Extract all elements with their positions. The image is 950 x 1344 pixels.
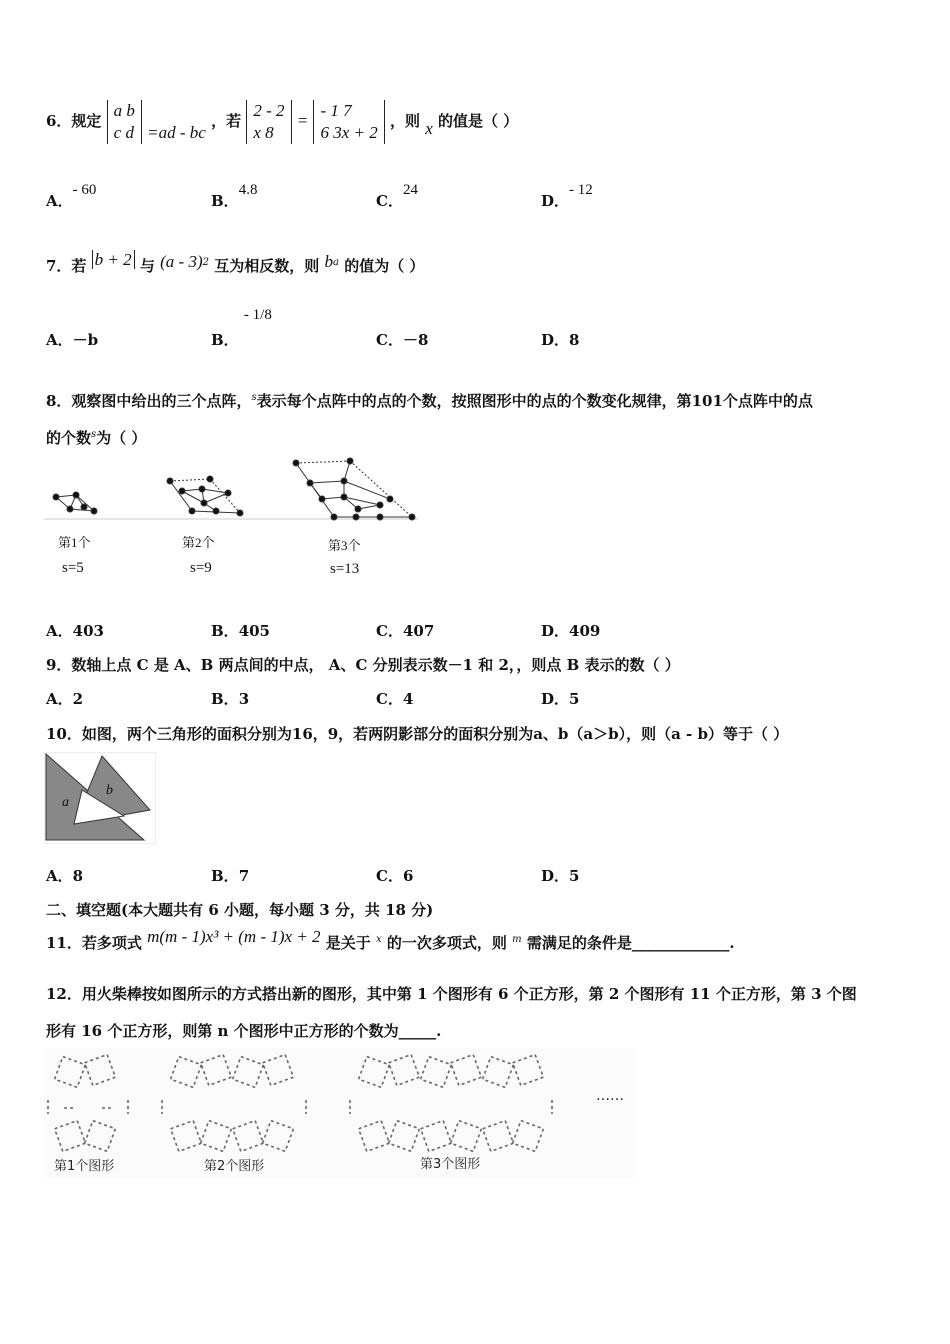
- q11-prefix: 11．若多项式: [46, 934, 142, 952]
- q7-power-exp: a: [332, 257, 339, 268]
- q6-det-right: [313, 100, 384, 144]
- q8-line1-a: 8．观察图中给出的三个点阵，: [46, 392, 252, 410]
- q6-comma-if: ，若: [211, 112, 242, 130]
- q6-det-definition: [107, 100, 142, 144]
- q7-option-b-fraction: - 1/8: [243, 307, 272, 323]
- q12-caption-1: 第1个图形: [54, 1159, 115, 1174]
- q8-option-b[interactable]: B．405: [211, 622, 270, 640]
- q6-var: x: [425, 119, 433, 138]
- q7-stem: [46, 250, 425, 276]
- q12-matchstick-figures: [44, 1048, 636, 1178]
- q7-and: 与: [139, 257, 155, 275]
- q8-var-2: s: [91, 429, 97, 440]
- q8-fig2-name: 第2个: [182, 535, 215, 550]
- q8-fig3-name: 第3个: [328, 538, 361, 553]
- q6-stem: [46, 100, 518, 144]
- q8-line2: [46, 427, 146, 448]
- q8-var: s: [251, 392, 257, 403]
- q8-line2-b: 为（ ）: [96, 429, 147, 447]
- q11-expr: m(m - 1)x³ + (m - 1)x + 2: [147, 927, 321, 946]
- q7-option-c[interactable]: C．－8: [376, 331, 429, 349]
- q6-det-left: [246, 100, 291, 144]
- q7-option-d[interactable]: D．8: [541, 331, 580, 349]
- section2-title: 二、填空题(本大题共有 6 小题，每小题 3 分，共 18 分): [46, 901, 434, 919]
- q8-fig1-name: 第1个: [58, 535, 91, 550]
- q11-var2: m: [512, 934, 522, 945]
- q11-var: x: [376, 934, 382, 945]
- q11-mid: 是关于: [325, 934, 371, 952]
- q12-ellipsis: ……: [596, 1088, 624, 1104]
- q6-suffix: 的值是（ ）: [438, 112, 519, 130]
- q9-stem: 9．数轴上点 C 是 A、B 两点间的中点， A、C 分别表示数－1 和 2，，则点 B 表示的数（ ）: [46, 656, 680, 674]
- q7-mid: 互为相反数，则: [214, 257, 320, 275]
- q8-option-c[interactable]: C．407: [376, 622, 435, 640]
- q7-suffix: 的值为（ ）: [344, 257, 425, 275]
- q6-det-def-row2: c d: [113, 123, 134, 142]
- q6-det-right-row1: - 1 7: [320, 101, 352, 120]
- q8-option-d[interactable]: D．409: [541, 622, 601, 640]
- q9-option-c[interactable]: C．4: [376, 690, 414, 708]
- q7-power: b: [324, 252, 333, 271]
- q10-option-b[interactable]: B．7: [211, 867, 250, 885]
- q7-sq-exp: 2: [202, 257, 209, 268]
- q12-line2: 形有 16 个正方形，则第 n 个图形中正方形的个数为_____.: [46, 1022, 442, 1040]
- q8-line1-b: 表示每个点阵中的点的个数，按照图形中的点的个数变化规律，第101个点阵中的点: [256, 392, 813, 410]
- q8-dot-figures: [44, 455, 424, 525]
- q6-then: ，则: [389, 112, 420, 130]
- q10-option-d[interactable]: D．5: [541, 867, 580, 885]
- q8-option-a[interactable]: A．403: [46, 622, 104, 640]
- q9-option-a[interactable]: A．2: [46, 690, 84, 708]
- q6-det-def-row1: a b: [113, 101, 135, 120]
- q10-triangles-figure: [44, 752, 156, 844]
- q11-suffix: 需满足的条件是_____________.: [526, 934, 735, 952]
- q7-sq-expr: (a - 3): [160, 252, 203, 271]
- q11-stem: [46, 927, 735, 953]
- q6-det-right-row2: 6 3x + 2: [320, 123, 378, 142]
- q12-caption-3: 第3个图形: [420, 1157, 481, 1172]
- q6-prefix: 6．规定: [46, 112, 102, 130]
- q6-option-b[interactable]: B．4.8: [211, 182, 258, 210]
- q7-abs-expr: b + 2: [92, 250, 135, 269]
- q6-option-c[interactable]: C．24: [376, 182, 418, 210]
- q6-option-a[interactable]: A．- 60: [46, 182, 97, 210]
- q8-fig3-s: s=13: [330, 561, 360, 577]
- q6-def-result: =ad - bc: [147, 123, 206, 142]
- q12-line1: 12．用火柴棒按如图所示的方式搭出新的图形，其中第 1 个图形有 6 个正方形，第 2 个图形有 11 个正方形，第 3 个图: [46, 985, 857, 1003]
- q7-option-b[interactable]: B． - 1/8: [211, 307, 272, 349]
- q10-option-c[interactable]: C．6: [376, 867, 414, 885]
- q12-caption-2: 第2个图形: [204, 1159, 265, 1174]
- q7-prefix: 7．若: [46, 257, 87, 275]
- q8-line1: [46, 390, 813, 411]
- q10-stem: 10．如图，两个三角形的面积分别为16，9，若两阴影部分的面积分别为a、b（a＞b），则（a - b）等于（ ）: [46, 725, 789, 743]
- q6-det-left-row1: 2 - 2: [253, 101, 285, 120]
- q6-det-left-row2: x 8: [253, 123, 274, 142]
- q7-option-a[interactable]: A．－b: [46, 331, 99, 349]
- q11-mid2: 的一次多项式，则: [386, 934, 507, 952]
- q10-label-b: b: [106, 783, 113, 798]
- q8-fig2-s: s=9: [190, 560, 212, 576]
- q8-line2-a: 的个数: [46, 429, 92, 447]
- q6-equals: =: [296, 111, 309, 130]
- q9-option-d[interactable]: D．5: [541, 690, 580, 708]
- q8-fig1-s: s=5: [62, 560, 84, 576]
- q10-label-a: a: [62, 795, 69, 810]
- q9-option-b[interactable]: B．3: [211, 690, 250, 708]
- q10-option-a[interactable]: A．8: [46, 867, 84, 885]
- q6-option-d[interactable]: D．- 12: [541, 182, 593, 210]
